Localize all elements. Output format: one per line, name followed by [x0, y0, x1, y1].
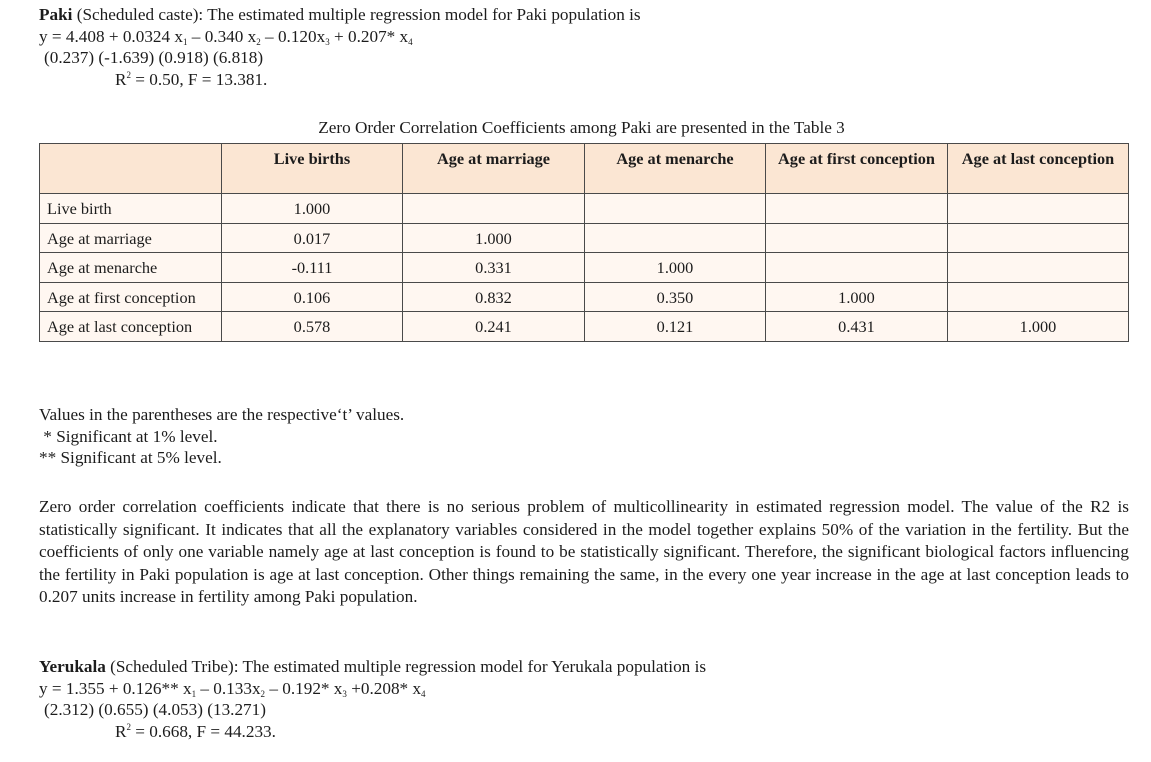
- table-cell: 0.331: [403, 253, 585, 283]
- yerukala-r2-superscript: 2: [126, 721, 131, 732]
- paki-intro-text: (Scheduled caste): The estimated multiple regression model for Paki population is: [72, 5, 641, 24]
- header-cell-age-at-last-conception: Age at last conception: [948, 144, 1129, 194]
- paki-eq-subscript: 3: [325, 36, 330, 47]
- yerukala-eq-term: – 0.192* x: [265, 678, 343, 698]
- table-cell: [585, 223, 766, 253]
- table-cell: 0.106: [222, 282, 403, 312]
- paki-r2-symbol: R: [115, 69, 127, 89]
- table-cell: [585, 194, 766, 224]
- table-cell: 1.000: [948, 312, 1129, 342]
- paki-eq-term: y = 4.408 + 0.0324 x: [39, 26, 183, 46]
- paki-eq-subscript: 2: [256, 36, 261, 47]
- table-header-row: [40, 144, 1129, 194]
- row-label: Age at last conception: [40, 312, 222, 342]
- header-cell-live-births: Live births: [222, 144, 403, 194]
- paki-intro: [39, 4, 641, 26]
- table-caption: [0, 117, 1151, 139]
- paki-r2-value: = 0.50, F = 13.381.: [130, 69, 268, 89]
- paki-r-squared: [39, 69, 641, 91]
- row-label: Age at marriage: [40, 223, 222, 253]
- paki-eq-term: – 0.120x: [260, 26, 326, 46]
- table-cell: [766, 253, 948, 283]
- table-cell: 0.121: [585, 312, 766, 342]
- yerukala-name: Yerukala: [39, 657, 106, 676]
- table-cell: [403, 194, 585, 224]
- note-significant-5pct: ** Significant at 5% level.: [39, 448, 222, 467]
- table-cell: [948, 282, 1129, 312]
- note-significant-1pct: * Significant at 1% level.: [39, 426, 218, 446]
- yerukala-intro-text: (Scheduled Tribe): The estimated multiple regression model for Yerukala population is: [105, 657, 707, 676]
- table-row: [40, 223, 1129, 253]
- row-label: Age at first conception: [40, 282, 222, 312]
- header-cell-age-at-menarche: Age at menarche: [585, 144, 766, 194]
- table-cell: 1.000: [222, 194, 403, 224]
- yerukala-eq-subscript: 4: [421, 688, 426, 699]
- yerukala-r2-symbol: R: [115, 721, 127, 741]
- paki-r2-superscript: 2: [126, 69, 131, 80]
- yerukala-eq-term: +0.208* x: [346, 678, 422, 698]
- yerukala-eq-term: y = 1.355 + 0.126** x: [39, 678, 192, 698]
- header-cell-age-at-marriage: Age at marriage: [403, 144, 585, 194]
- yerukala-eq-term: – 0.133x: [196, 678, 261, 698]
- paki-eq-term: – 0.340 x: [187, 26, 257, 46]
- table-cell: -0.111: [222, 253, 403, 283]
- discussion-paragraph: Zero order correlation coefficients indicate that there is no serious problem of multicollinearity in estimated regression model. The value of the R2 is statistically significant. It indicates that all the explanatory variables considered in the model together explains 50% of the variation in the fertility. But the coefficients of only one variable namely age at last conception is found to be statistically significant. Therefore, the significant biological factors influencing the fertility in Paki population is age at last conception. Other things remaining the same, in the every one year increase in the age at last conception leads to 0.207 units increase in fertility among Paki population.: [39, 497, 1129, 606]
- table-cell: [766, 194, 948, 224]
- table-cell: 1.000: [403, 223, 585, 253]
- table-notes: [39, 404, 404, 469]
- paki-section: [39, 4, 641, 90]
- yerukala-section: [39, 656, 706, 742]
- paki-t-values: (0.237) (-1.639) (0.918) (6.818): [44, 48, 264, 67]
- table-row: [40, 312, 1129, 342]
- paki-equation: [39, 26, 641, 48]
- paki-name: Paki: [39, 5, 73, 24]
- table-cell: 0.017: [222, 223, 403, 253]
- note-t-values: Values in the parentheses are the respective‘t’ values.: [39, 405, 405, 424]
- table-cell: [948, 253, 1129, 283]
- yerukala-t-values: (2.312) (0.655) (4.053) (13.271): [44, 700, 266, 719]
- yerukala-intro: [39, 656, 706, 678]
- table-row: [40, 282, 1129, 312]
- table-cell: 0.431: [766, 312, 948, 342]
- paki-eq-subscript: 1: [183, 36, 188, 47]
- yerukala-eq-subscript: 2: [260, 688, 266, 699]
- table-cell: [766, 223, 948, 253]
- table-row: [40, 253, 1129, 283]
- table-cell: 0.350: [585, 282, 766, 312]
- yerukala-r-squared: [39, 721, 706, 743]
- correlation-table: [39, 143, 1129, 342]
- table-cell: 0.241: [403, 312, 585, 342]
- row-label: Live birth: [40, 194, 222, 224]
- header-cell-corner: [40, 144, 222, 194]
- paki-eq-subscript: 4: [408, 36, 413, 47]
- table-caption-text: Zero Order Correlation Coefficients among Paki are presented in the Table 3: [318, 118, 845, 137]
- yerukala-r2-value: = 0.668, F = 44.233.: [130, 721, 276, 741]
- table-cell: 0.832: [403, 282, 585, 312]
- table-cell: 1.000: [585, 253, 766, 283]
- yerukala-eq-subscript: 3: [342, 688, 347, 699]
- yerukala-equation: [39, 678, 706, 700]
- table-cell: [948, 194, 1129, 224]
- table-cell: [948, 223, 1129, 253]
- table-cell: 0.578: [222, 312, 403, 342]
- header-cell-age-at-first-conception: Age at first conception: [766, 144, 948, 194]
- table-cell: 1.000: [766, 282, 948, 312]
- yerukala-eq-subscript: 1: [191, 688, 197, 699]
- table-row: [40, 194, 1129, 224]
- paki-eq-term: + 0.207* x: [329, 26, 409, 46]
- row-label: Age at menarche: [40, 253, 222, 283]
